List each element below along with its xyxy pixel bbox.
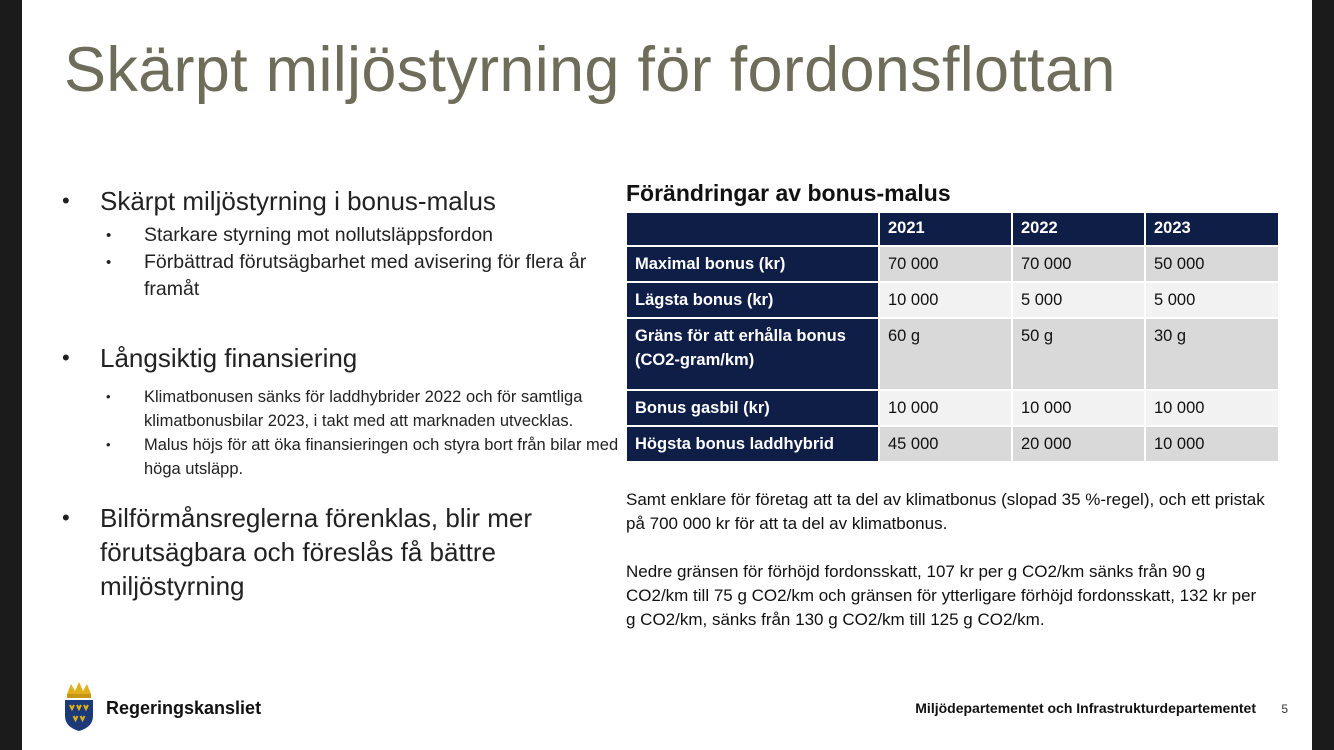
row-label: Gräns för att erhålla bonus (CO2-gram/km) <box>626 318 879 390</box>
bullet-list <box>62 184 622 603</box>
bullet-icon: • <box>106 389 111 404</box>
notes <box>626 488 1266 656</box>
table-cell: 10 000 <box>879 282 1012 318</box>
slide <box>22 0 1312 750</box>
table-cell: 50 000 <box>1145 246 1278 282</box>
row-label: Maximal bonus (kr) <box>626 246 879 282</box>
table-cell: 50 g <box>1012 318 1145 390</box>
sub-bullet-list <box>106 222 622 303</box>
crown-shield-icon <box>62 680 96 737</box>
bullet-icon: • <box>62 345 70 370</box>
column-header: 2022 <box>1012 213 1145 246</box>
bullet-item: • Skärpt miljöstyrning i bonus-malus <box>62 186 496 216</box>
table-cell: 5 000 <box>1145 282 1278 318</box>
table-row <box>626 246 1278 282</box>
table-cell: 70 000 <box>879 246 1012 282</box>
table-cell: 10 000 <box>1145 390 1278 426</box>
sub-bullet-list <box>106 385 622 481</box>
table-row <box>626 390 1278 426</box>
row-label: Bonus gasbil (kr) <box>626 390 879 426</box>
footer-brand <box>62 680 261 737</box>
department-name: Miljödepartementet och Infrastrukturdepartementet <box>915 700 1256 716</box>
note-paragraph: Samt enklare för företag att ta del av klimatbonus (slopad 35 %-regel), och ett pristak på 700 000 kr för att ta del av klimatbonus. <box>626 490 1265 533</box>
bullet-icon: • <box>62 188 70 213</box>
table-cell: 5 000 <box>1012 282 1145 318</box>
column-header: 2023 <box>1145 213 1278 246</box>
table-cell: 10 000 <box>879 390 1012 426</box>
sub-bullet-item: • Starkare styrning mot nollutsläppsfordon <box>106 222 622 249</box>
table-header-row <box>626 213 1278 246</box>
table-cell: 10 000 <box>1145 426 1278 462</box>
page-number: 5 <box>1281 702 1288 716</box>
table-cell: 60 g <box>879 318 1012 390</box>
bullet-icon: • <box>106 254 112 271</box>
bullet-item: • Långsiktig finansiering <box>62 343 358 373</box>
row-label: Lägsta bonus (kr) <box>626 282 879 318</box>
table-cell: 70 000 <box>1012 246 1145 282</box>
sub-bullet-item: • Malus höjs för att öka finansieringen och styra bort från bilar med höga utsläpp. <box>106 433 622 481</box>
sub-bullet-item: • Klimatbonusen sänks för laddhybrider 2022 och för samtliga klimatbonusbilar 2023, i takt med att marknaden utvecklas. <box>106 385 622 433</box>
bullet-item: • Bilförmånsreglerna förenklas, blir mer förutsägbara och föreslås få bättre miljöstyrning <box>62 503 533 601</box>
table-cell: 45 000 <box>879 426 1012 462</box>
table-row <box>626 426 1278 462</box>
bullet-icon: • <box>62 505 70 530</box>
column-header: 2021 <box>879 213 1012 246</box>
brand-name: Regeringskansliet <box>106 698 262 718</box>
sub-bullet-item: • Förbättrad förutsägbarhet med avisering för flera år framåt <box>106 249 622 303</box>
bullet-icon: • <box>106 437 111 452</box>
column-header <box>626 213 879 246</box>
table-cell: 10 000 <box>1012 390 1145 426</box>
row-label: Högsta bonus laddhybrid <box>626 426 879 462</box>
table-row <box>626 318 1278 390</box>
slide-title: Skärpt miljöstyrning för fordonsflottan <box>64 35 1116 105</box>
bullet-icon: • <box>106 227 112 244</box>
table-cell: 30 g <box>1145 318 1278 390</box>
table-cell: 20 000 <box>1012 426 1145 462</box>
table-row <box>626 282 1278 318</box>
table-title: Förändringar av bonus-malus <box>626 180 951 206</box>
bonus-malus-table <box>625 213 1278 463</box>
note-paragraph: Nedre gränsen för förhöjd fordonsskatt, 107 kr per g CO2/km sänks från 90 g CO2/km till 75 g CO2/km och gränsen för ytterligare förhöjd fordonsskatt, 132 kr per g CO2/km, sänks från 130 g CO2/km till 125 g CO2/km. <box>626 562 1257 629</box>
